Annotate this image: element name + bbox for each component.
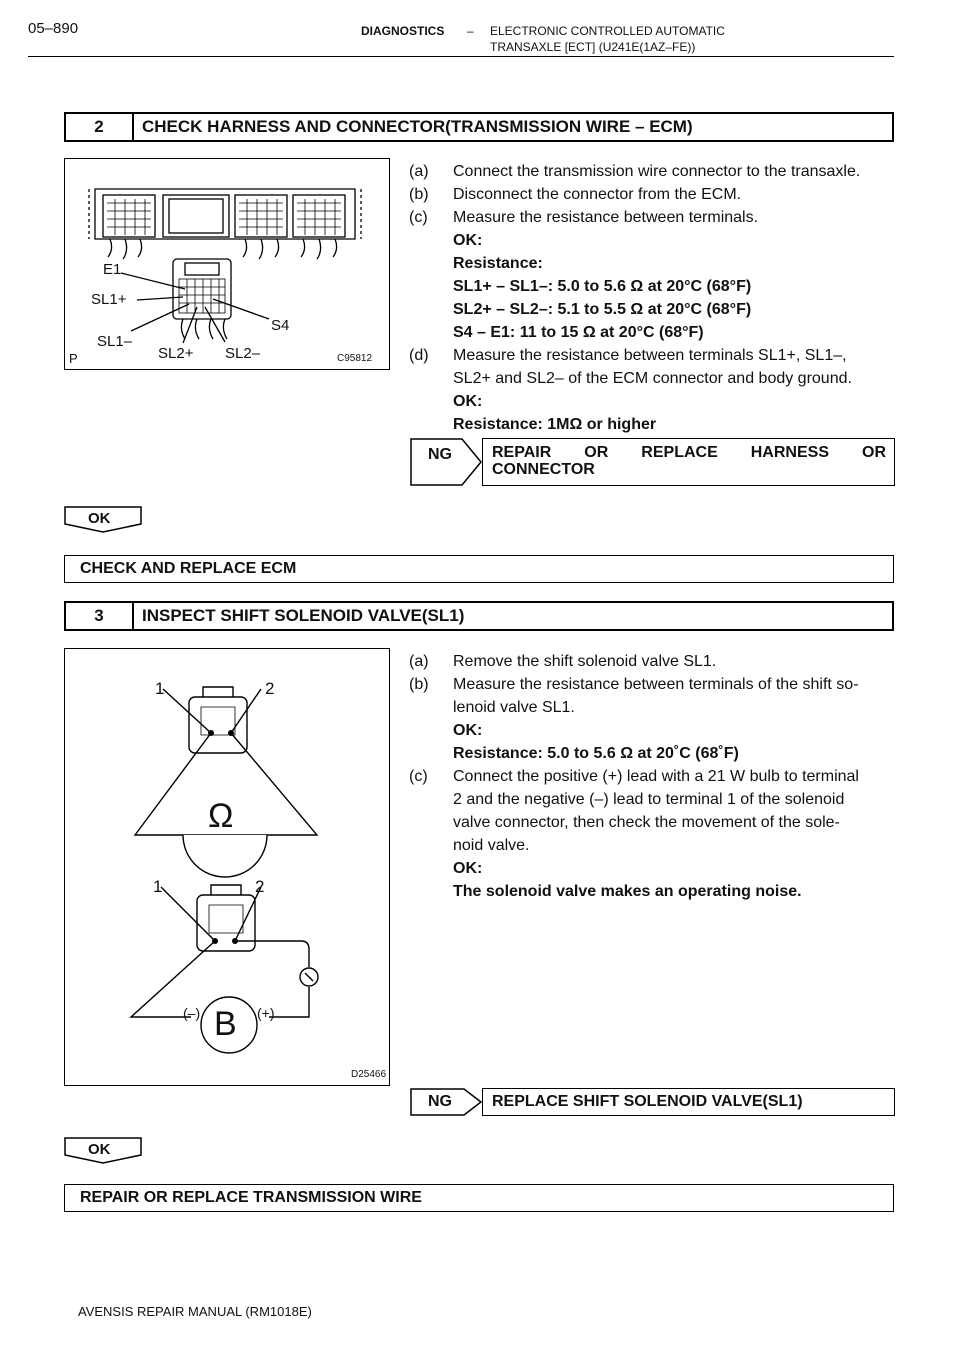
step-2-ng-text-2: CONNECTOR: [492, 461, 595, 478]
label-sl1-plus: SL1+: [91, 291, 127, 308]
step-2-c-resistance: Resistance:: [453, 255, 543, 272]
step-3-ok-arrow: OK: [64, 1137, 142, 1164]
step-3-c-text-2: 2 and the negative (–) lead to terminal 1 of the solenoid: [453, 791, 845, 808]
check-replace-ecm-bar: [64, 555, 894, 583]
label-e1: E1: [103, 261, 122, 278]
step-2-ok-arrow: OK: [64, 506, 142, 533]
step-2-d-resistance: Resistance: 1MΩ or higher: [453, 416, 657, 433]
terminal-2-label-top: 2: [265, 679, 275, 698]
label-s4: S4: [271, 317, 290, 334]
step-2-title: CHECK HARNESS AND CONNECTOR(TRANSMISSION WIRE – ECM): [142, 117, 693, 136]
step-3-b-ok: OK:: [453, 722, 483, 739]
header-subtitle-line2: TRANSAXLE [ECT] (U241E(1AZ–FE)): [490, 40, 696, 54]
footer-manual-reference: AVENSIS REPAIR MANUAL (RM1018E): [78, 1304, 312, 1319]
solenoid-valve-figure: [64, 648, 390, 1086]
label-sl2-plus: SL2+: [158, 345, 194, 362]
step-2-ng-action-box: [482, 438, 895, 486]
step-2-number: 2: [66, 114, 134, 140]
step-3-bar: [64, 601, 894, 631]
terminal-2-label-bottom: 2: [255, 877, 265, 896]
step-3-number: 3: [66, 603, 134, 629]
step-3-title: INSPECT SHIFT SOLENOID VALVE(SL1): [142, 606, 465, 625]
label-sl1-minus: SL1–: [97, 333, 133, 350]
bulb-symbol: B: [214, 1005, 237, 1043]
ohmmeter-symbol: Ω: [208, 797, 234, 835]
step-3-b-text-2: lenoid valve SL1.: [453, 699, 575, 716]
label-sl2-minus: SL2–: [225, 345, 261, 362]
repair-transmission-wire-title: REPAIR OR REPLACE TRANSMISSION WIRE: [80, 1189, 422, 1206]
step-2-c-spec-1: SL1+ – SL1–: 5.0 to 5.6 Ω at 20°C (68°F): [453, 278, 752, 295]
step-3-ng-action-box: [482, 1088, 895, 1116]
header-divider: [28, 56, 894, 57]
ecm-connector-figure: [64, 158, 390, 370]
header-section: DIAGNOSTICS: [361, 24, 445, 38]
step-2-ng-text-1: REPAIR OR REPLACE HARNESS OR: [492, 444, 886, 461]
step-3-ng-arrow: NG: [410, 1088, 482, 1116]
terminal-1-label-top: 1: [155, 679, 165, 698]
negative-lead-label: (–): [183, 1005, 201, 1021]
positive-lead-label: (+): [257, 1005, 275, 1021]
header-subtitle-line1: ELECTRONIC CONTROLLED AUTOMATIC: [490, 24, 725, 38]
step-3-ng-text: REPLACE SHIFT SOLENOID VALVE(SL1): [492, 1093, 803, 1110]
check-replace-ecm-title: CHECK AND REPLACE ECM: [80, 560, 297, 577]
header-dash: –: [467, 24, 474, 38]
step-2-bar: [64, 112, 894, 142]
step-2-ng-arrow: NG: [410, 438, 482, 486]
figure-corner-mark: P: [69, 351, 78, 366]
figure-code: C95812: [337, 353, 373, 364]
figure-code-2: D25466: [351, 1069, 387, 1080]
step-2-c-spec-3: S4 – E1: 11 to 15 Ω at 20°C (68°F): [453, 324, 704, 341]
page-number: 05–890: [28, 20, 79, 37]
step-3-c-text-3: valve connector, then check the movement of the sole-: [453, 814, 840, 831]
step-2-d-ok: OK:: [453, 393, 483, 410]
repair-transmission-wire-bar: [64, 1184, 894, 1212]
step-3-b-resistance: Resistance: 5.0 to 5.6 Ω at 20˚C (68˚F): [453, 745, 739, 762]
step-2-d-text-2: SL2+ and SL2– of the ECM connector and body ground.: [453, 370, 852, 387]
terminal-1-label-bottom: 1: [153, 877, 163, 896]
step-2-c-ok: OK:: [453, 232, 483, 249]
step-3-c-text-4: noid valve.: [453, 837, 530, 854]
step-3-c-result: The solenoid valve makes an operating noise.: [453, 883, 802, 900]
step-3-c-ok: OK:: [453, 860, 483, 877]
step-2-c-spec-2: SL2+ – SL2–: 5.1 to 5.5 Ω at 20°C (68°F): [453, 301, 752, 318]
